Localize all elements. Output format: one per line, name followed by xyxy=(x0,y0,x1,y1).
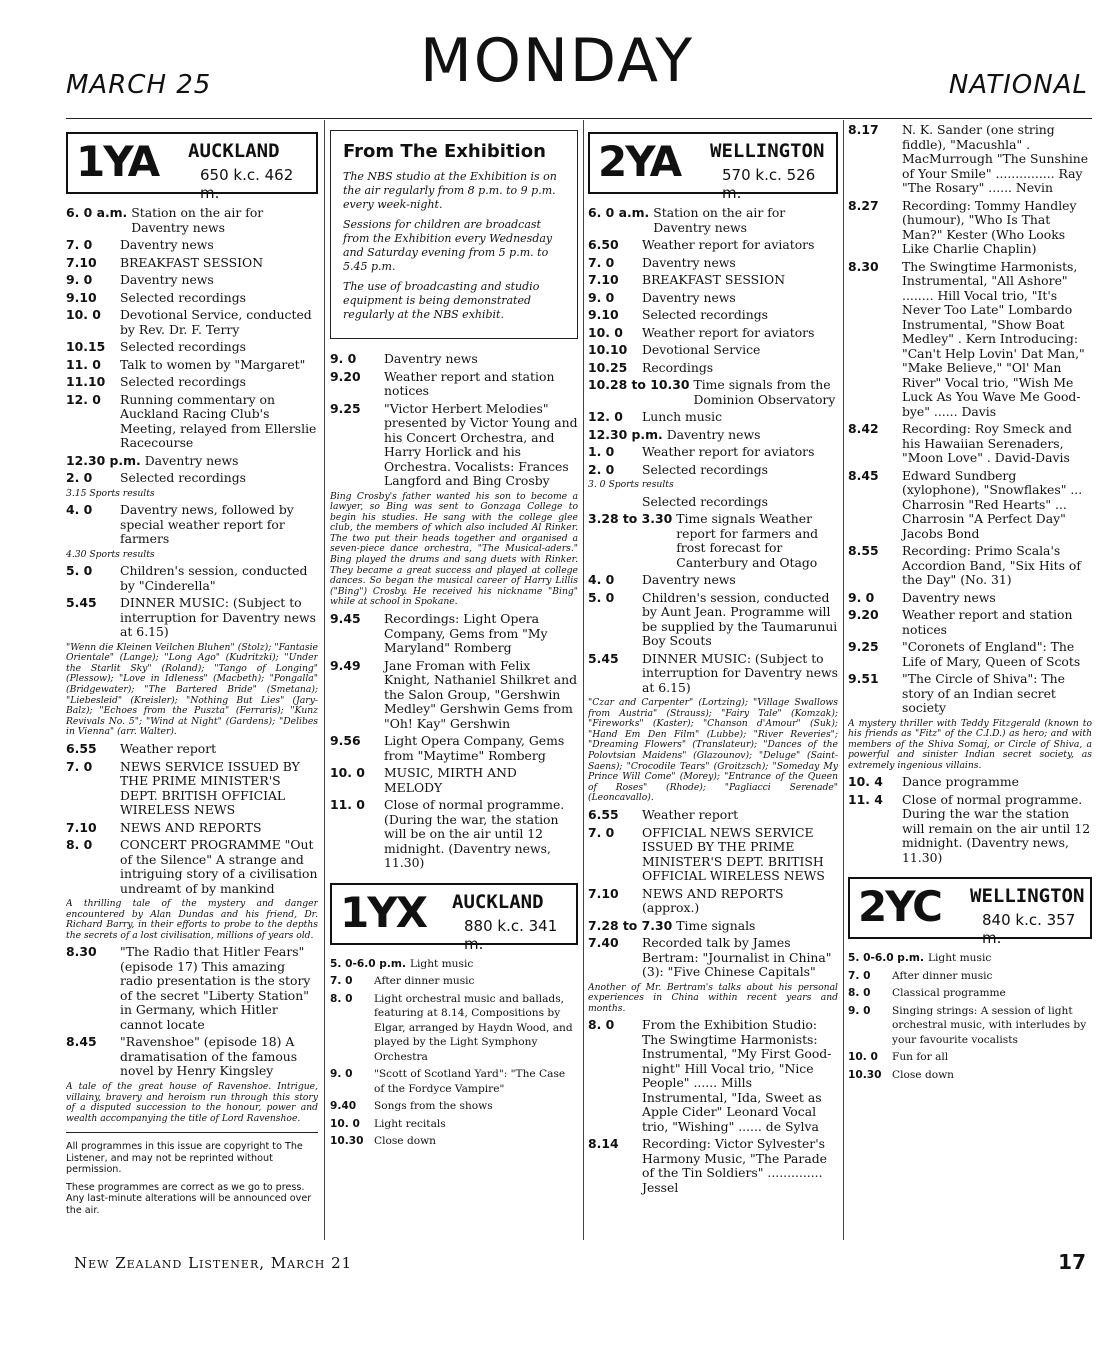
programme-entry xyxy=(330,957,578,972)
programme-time: 9.45 xyxy=(330,611,361,627)
programme-description: BREAKFAST SESSION xyxy=(120,254,264,270)
programme-time: 7. 0 xyxy=(848,969,871,982)
programme-entry xyxy=(848,1050,1092,1065)
programme-note: "Czar and Carpenter" (Lortzing); "Village Swallows from Austria" (Strauss); "Fairy Tale" (Komzak); "Fireworks" (Kaster); "Chanson d'Amour" (Suk); "Hand Em Den Film" (Lubbe); "River Reveries"; "Dreaming Flowers" (Translateur); "Dances of the Polovtsian Maidens" (Glazounov); "Deluge" (Saint-Saens); "Crocodile Tears" (Groitzsch); "Someday My Prince Will Come" (Morey); "Entrance of the Queen of Roses" (Rhode); "Pagliacci Serenade" (Leoncavallo). xyxy=(588,697,838,804)
programme-description: Dance programme xyxy=(902,774,1019,790)
programme-time: 5. 0-6.0 p.m. xyxy=(848,952,924,965)
programme-description: OFFICIAL NEWS SERVICE ISSUED BY THE PRIME MINISTER'S DEPT. BRITISH OFFICIAL WIRELESS NEWS xyxy=(642,824,825,884)
programme-description: Lunch music xyxy=(642,409,723,424)
programme-time: 7.40 xyxy=(588,935,619,951)
programme-description: Daventry news xyxy=(902,589,996,605)
programme-description: Time signals from the Dominion Observatory xyxy=(693,377,836,407)
programme-entry xyxy=(330,1134,578,1149)
programme-time xyxy=(588,495,642,510)
column-2ya-evening-2yc xyxy=(848,120,1092,1248)
programme-description: BREAKFAST SESSION xyxy=(642,272,786,287)
programme-description: Light orchestral music and ballads, featuring at 8.14, Compositions by Elgar, arranged by Haydn Wood, and played by the Light Symphony Orchestra xyxy=(374,992,573,1063)
column-divider xyxy=(843,120,844,1240)
programme-entry xyxy=(588,256,838,271)
programme-description: "Victor Herbert Melodies" presented by Victor Young and his Concert Orchestra, and Harry Horlick and his Orchestra. Vocalists: Frances Langford and Bing Crosby xyxy=(384,400,578,488)
footnote-alterations: These programmes are correct as we go to press. Any last-minute alterations will be announced over the air. xyxy=(66,1181,312,1216)
programme-entry xyxy=(848,260,1092,420)
programme-description: Songs from the shows xyxy=(374,1100,493,1113)
programme-entry xyxy=(66,742,318,757)
callsign: 2YA xyxy=(598,137,681,186)
station-city: WELLINGTON xyxy=(970,885,1085,908)
programme-entry xyxy=(848,469,1092,542)
station-city: WELLINGTON xyxy=(710,140,825,162)
station-frequency: 880 k.c. 341 m. xyxy=(464,916,558,953)
programme-description: "The Radio that Hitler Fears" (episode 17) This amazing radio presentation is the story of the secret "Liberty Station" in Germany, which Hitler cannot locate xyxy=(120,944,311,1032)
programme-entry xyxy=(588,445,838,460)
programme-description: Weather report for aviators xyxy=(642,237,815,252)
programme-time: 3.28 to 3.30 xyxy=(588,511,673,527)
programme-description: Weather report xyxy=(120,741,217,757)
programme-description: Devotional Service, conducted by Rev. Dr. F. Terry xyxy=(120,307,312,337)
programme-time: 9.20 xyxy=(330,368,361,384)
page-number: 17 xyxy=(1058,1250,1086,1274)
exhibition-box xyxy=(330,130,578,339)
programme-time: 8. 0 xyxy=(330,992,353,1005)
programme-time: 9.25 xyxy=(848,639,879,654)
programme-description: Close of normal programme. During the war the station will remain on the air until 12 midnight. (Daventry news, 11.30) xyxy=(902,791,1091,865)
programme-time: 10. 4 xyxy=(848,774,883,790)
exhibition-text: The NBS studio at the Exhibition is on the air regularly from 8 p.m. to 9 p.m. every week-night. xyxy=(343,170,557,211)
programme-time: 6.55 xyxy=(588,807,619,823)
programme-description: Daventry news xyxy=(120,272,214,287)
programme-description: Weather report and station notices xyxy=(384,368,555,398)
programme-entry xyxy=(848,544,1092,588)
programme-entry xyxy=(588,573,838,588)
programme-entry xyxy=(66,945,318,1032)
programme-description: DINNER MUSIC: (Subject to interruption for Daventry news at 6.15) xyxy=(642,650,838,695)
programme-entry xyxy=(588,206,838,235)
programme-description: Jane Froman with Felix Knight, Nathaniel Shilkret and the Salon Group, "Gershwin Medley" Gershwin Gems from "Oh! Kay" Gershwin xyxy=(384,657,578,731)
programme-entry xyxy=(848,672,1092,716)
programme-time: 5. 0 xyxy=(66,563,93,579)
programme-time: 2. 0 xyxy=(66,470,93,485)
programme-entry xyxy=(588,1137,838,1195)
station-logo-2yc xyxy=(848,877,1092,948)
exhibition-title: From The Exhibition xyxy=(343,141,546,162)
programme-entry xyxy=(588,343,838,358)
programme-entry xyxy=(66,471,318,486)
column-divider xyxy=(324,120,325,1240)
programme-time: 9.10 xyxy=(588,307,619,322)
programme-description: Light Opera Company, Gems from "Maytime" Romberg xyxy=(384,733,565,763)
programme-description: Daventry news, followed by special weather report for farmers xyxy=(120,502,294,547)
programme-time: 8.45 xyxy=(66,1034,97,1050)
programme-time: 10.28 to 10.30 xyxy=(588,377,690,392)
programme-time: 11. 0 xyxy=(330,797,365,813)
programme-time: 10. 0 xyxy=(330,765,365,781)
footnote-copyright: All programmes in this issue are copyright to The Listener, and may not be reprinted without permission. xyxy=(66,1141,303,1176)
programme-list xyxy=(66,206,318,1124)
programme-description: Close down xyxy=(374,1135,436,1148)
programme-description: Selected recordings xyxy=(120,339,246,354)
programme-time: 9. 0 xyxy=(588,289,615,305)
programme-time: 7.28 to 7.30 xyxy=(588,917,673,933)
programme-description: Daventry news xyxy=(384,351,478,366)
programme-time: 2. 0 xyxy=(588,461,615,477)
programme-entry xyxy=(588,808,838,823)
programme-time: 4. 0 xyxy=(588,572,615,588)
programme-description: Classical programme xyxy=(892,987,1006,1000)
programme-time: 1. 0 xyxy=(588,444,615,459)
callsign: 2YC xyxy=(858,882,941,932)
programme-description: Weather report and station notices xyxy=(902,607,1073,637)
programme-entry xyxy=(588,361,838,376)
programme-description: NEWS SERVICE ISSUED BY THE PRIME MINISTER'S DEPT. BRITISH OFFICIAL WIRELESS NEWS xyxy=(120,758,300,818)
programme-time: 8.45 xyxy=(848,467,879,483)
programme-time: 8.30 xyxy=(66,944,97,960)
programme-time: 5. 0 xyxy=(588,589,615,605)
programme-description: N. K. Sander (one string fiddle), "Macushla" . MacMurrough "The Sunshine of Your Smile" ............... Ray "The Rosary" ...... Nevin xyxy=(902,122,1089,195)
programme-description: From the Exhibition Studio: The Swingtime Harmonists: Instrumental, "My First Good-night" Hill Vocal trio, "Nice People" ...... Mills Instrumental, "Ida, Sweet as Apple Cider" Leonard Vocal trio, "Wishing" ...... de Sylva xyxy=(642,1017,832,1134)
programme-description: Light music xyxy=(409,957,474,970)
programme-time: 9.51 xyxy=(848,671,879,686)
programme-entry xyxy=(588,428,838,443)
programme-list xyxy=(588,206,838,1195)
programme-description: Station on the air for Daventry news xyxy=(653,205,786,235)
exhibition-text: Sessions for children are broadcast from the Exhibition every Wednesday and Saturday evening from 5 p.m. to 5.45 p.m. xyxy=(343,218,553,273)
programme-time: 8. 0 xyxy=(848,987,871,1000)
programme-time: 10.30 xyxy=(330,1135,364,1148)
programme-entry xyxy=(848,1068,1092,1083)
programme-entry xyxy=(66,238,318,253)
programme-note: 3.15 Sports results xyxy=(66,487,155,499)
programme-description: Weather report for aviators xyxy=(642,444,815,459)
programme-time: 11. 4 xyxy=(848,791,883,807)
programme-note: Another of Mr. Bertram's talks about his personal experiences in China within recent years and months. xyxy=(588,981,838,1014)
programme-description: Light music xyxy=(927,952,992,965)
programme-description: Recordings xyxy=(642,359,714,375)
programme-note: A thrilling tale of the mystery and danger encountered by Alan Dundas and his friend, Dr. Richard Barry, in their efforts to probe to the depths the secrets of a lost civilisation, millions of years old. xyxy=(66,898,318,941)
programme-time: 7. 0 xyxy=(330,975,353,988)
programme-entry xyxy=(848,951,1092,966)
programme-entry xyxy=(588,1018,838,1134)
page-day-title: MONDAY xyxy=(419,26,695,96)
programme-time: 7. 0 xyxy=(66,237,93,252)
programme-description: Time signals Weather report for farmers and frost forecast for Canterbury and Otago xyxy=(676,511,819,570)
column-divider xyxy=(583,120,584,1240)
programme-time: 10.10 xyxy=(588,342,628,357)
programme-time: 7. 0 xyxy=(588,824,615,840)
programme-entry xyxy=(848,640,1092,669)
station-logo-2ya xyxy=(588,132,838,202)
programme-entry xyxy=(588,919,838,934)
programme-time: 10.30 xyxy=(848,1068,882,1081)
programme-time: 8.17 xyxy=(848,122,879,137)
programme-entry xyxy=(330,974,578,989)
programme-entry xyxy=(330,766,578,795)
station-frequency: 570 k.c. 526 m. xyxy=(722,166,816,202)
station-logo-1yx xyxy=(330,883,578,953)
programme-description: Light recitals xyxy=(374,1117,446,1130)
programme-time: 6.55 xyxy=(66,741,97,757)
programme-entry xyxy=(588,378,838,407)
programme-entry xyxy=(588,495,838,510)
programme-entry xyxy=(588,887,838,916)
station-city: AUCKLAND xyxy=(188,140,280,162)
programme-entry xyxy=(66,375,318,390)
programme-entry xyxy=(330,992,578,1065)
programme-time: 9. 0 xyxy=(330,351,357,366)
callsign: 1YX xyxy=(340,887,427,937)
programme-description: "The Circle of Shiva": The story of an Indian secret society xyxy=(902,671,1065,715)
programme-time: 5.45 xyxy=(588,650,619,666)
programme-entry xyxy=(588,326,838,341)
programme-entry xyxy=(66,760,318,818)
programme-note: 3. 0 Sports results xyxy=(588,479,674,490)
station-city: AUCKLAND xyxy=(452,890,544,913)
programme-description: Fun for all xyxy=(892,1051,949,1064)
station-frequency: 650 k.c. 462 m. xyxy=(200,166,294,202)
programme-time: 8. 0 xyxy=(66,837,93,853)
programme-description: Recorded talk by James Bertram: "Journalist in China" (3): "Five Chinese Capitals" xyxy=(642,935,832,980)
programme-note: A mystery thriller with Teddy Fitzgerald (known to his friends as "Fitz" of the C.I.D.) as hero; and with members of the Shiva Somaj, or Circle of Shiva, a powerful and sinister Indian secret society, as extremely ingenious villains. xyxy=(848,717,1092,771)
programme-description: Daventry news xyxy=(144,452,239,468)
programme-entry xyxy=(66,393,318,451)
programme-entry xyxy=(848,986,1092,1001)
programme-description: Children's session, conducted by "Cinderella" xyxy=(120,563,308,593)
programme-entry xyxy=(66,308,318,337)
programme-description: Singing strings: A session of light orchestral music, with interludes by your favourite vocalists xyxy=(892,1004,1087,1046)
programme-entry xyxy=(588,410,838,425)
programme-time: 9.20 xyxy=(848,607,879,622)
programme-description: Daventry news xyxy=(642,289,736,305)
programme-entry xyxy=(66,340,318,355)
programme-entry xyxy=(588,463,838,478)
programme-description: "Scott of Scotland Yard": "The Case of the Fordyce Vampire" xyxy=(374,1068,566,1095)
programme-description: Daventry news xyxy=(642,254,736,270)
programme-note: 4.30 Sports results xyxy=(66,548,155,560)
programme-time: 4. 0 xyxy=(66,502,93,518)
programme-note: Bing Crosby's father wanted his son to become a lawyer, so Bing was sent to Gonzaga College to begin his studies. He sang with the college glee club, the members of which also included Al Rinker. The two put their heads together and organised a seven-piece dance orchestra, "The Musical-aders." Bing played the drums and sang duets with Rinker. They became a great success and played at college dances. So began the musical career of Harry Lillis ("Bing") Crosby. He received his nickname "Bing" while at school in Spokane. xyxy=(330,490,578,608)
station-logo-1ya xyxy=(66,132,318,202)
programme-entry xyxy=(330,612,578,656)
programme-time: 9. 0 xyxy=(848,1004,871,1017)
programme-entry xyxy=(66,358,318,373)
programme-note: A tale of the great house of Ravenshoe. Intrigue, villainy, bravery and heroism run through this story of a disputed succession to the honour, power and wealth accompanying the title of Lord Ravenshoe. xyxy=(66,1080,318,1124)
programme-time: 12.30 p.m. xyxy=(66,452,141,468)
programme-entry xyxy=(66,1035,318,1079)
network-label: NATIONAL xyxy=(948,70,1088,100)
programme-description: "Coronets of England": The Life of Mary, Queen of Scots xyxy=(902,639,1081,669)
callsign: 1YA xyxy=(76,137,159,186)
programme-time: 11.10 xyxy=(66,374,106,389)
programme-time: 8. 0 xyxy=(588,1017,615,1033)
programme-entry xyxy=(848,608,1092,637)
programme-time: 8.42 xyxy=(848,421,879,436)
programme-entry xyxy=(330,734,578,763)
programme-entry xyxy=(588,512,838,570)
copyright-notice xyxy=(66,1132,318,1216)
programme-description: Station on the air for Daventry news xyxy=(131,205,264,235)
page-date: MARCH 25 xyxy=(66,70,212,100)
programme-description: Talk to women by "Margaret" xyxy=(120,356,306,372)
programme-time: 10. 0 xyxy=(66,307,101,322)
programme-time: 9. 0 xyxy=(330,1068,353,1081)
programme-entry xyxy=(66,454,318,469)
programme-time: 9.25 xyxy=(330,400,361,416)
programme-description: MUSIC, MIRTH AND MELODY xyxy=(384,765,517,795)
programme-entry xyxy=(848,199,1092,257)
programme-time: 8.27 xyxy=(848,197,879,213)
programme-description: Daventry news xyxy=(666,426,761,442)
programme-entry xyxy=(66,503,318,547)
programme-entry xyxy=(588,591,838,649)
programme-description: After dinner music xyxy=(892,969,993,982)
programme-entry xyxy=(66,838,318,896)
programme-description: Selected recordings xyxy=(642,307,768,322)
programme-description: Selected recordings xyxy=(642,461,768,477)
programme-list xyxy=(848,123,1092,865)
programme-entry xyxy=(66,206,318,235)
programme-description: Daventry news xyxy=(642,572,736,588)
programme-entry xyxy=(588,936,838,980)
programme-entry xyxy=(588,291,838,306)
programme-time: 6. 0 a.m. xyxy=(66,205,128,220)
programme-entry xyxy=(330,1117,578,1132)
programme-time: 7. 0 xyxy=(66,758,93,774)
programme-entry xyxy=(330,659,578,732)
programme-time: 10.15 xyxy=(66,339,106,354)
programme-description: Selected recordings xyxy=(120,374,246,389)
programme-entry xyxy=(848,123,1092,196)
programme-description: Selected recordings xyxy=(120,470,246,485)
programme-entry xyxy=(588,273,838,288)
programme-entry xyxy=(66,273,318,288)
programme-entry xyxy=(330,1099,578,1114)
programme-entry xyxy=(588,652,838,696)
programme-list xyxy=(330,957,578,1149)
programme-description: Recording: Tommy Handley (humour), "Who Is That Man?" Kester (Who Looks Like Charlie Chaplin) xyxy=(902,197,1077,256)
programme-time: 7.10 xyxy=(588,885,619,901)
publication-footer: New Zealand Listener, March 21 xyxy=(74,1254,353,1272)
programme-description: Recording: Roy Smeck and his Hawaiian Serenaders, "Moon Love" . David-Davis xyxy=(902,421,1072,465)
programme-entry xyxy=(588,826,838,884)
programme-description: NEWS AND REPORTS (approx.) xyxy=(642,885,784,916)
programme-time: 7. 0 xyxy=(588,254,615,270)
programme-description: "Ravenshoe" (episode 18) A dramatisation of the famous novel by Henry Kingsley xyxy=(120,1034,298,1079)
programme-list xyxy=(330,352,578,871)
programme-entry xyxy=(848,1004,1092,1048)
programme-description: Close down xyxy=(892,1068,954,1081)
programme-time: 5.45 xyxy=(66,595,97,611)
programme-entry xyxy=(848,969,1092,984)
programme-description: Recordings: Light Opera Company, Gems from "My Maryland" Romberg xyxy=(384,611,548,656)
programme-entry xyxy=(848,793,1092,866)
programme-entry xyxy=(588,308,838,323)
programme-entry xyxy=(330,352,578,367)
programme-time: 7.10 xyxy=(66,254,97,270)
programme-description: Daventry news xyxy=(120,237,214,252)
programme-description: After dinner music xyxy=(374,975,475,988)
programme-entry xyxy=(848,591,1092,606)
programme-description: Recording: Primo Scala's Accordion Band, "Six Hits of the Day" (No. 31) xyxy=(902,543,1081,587)
programme-description: Running commentary on Auckland Racing Club's Meeting, relayed from Ellerslie Racecourse xyxy=(120,391,317,450)
programme-entry xyxy=(66,564,318,593)
programme-time: 9.56 xyxy=(330,733,361,749)
programme-time: 10.25 xyxy=(588,359,628,375)
programme-time: 7.10 xyxy=(66,819,97,835)
programme-description: Children's session, conducted by Aunt Jean. Programme will be supplied by the Taumarunui Boy Scouts xyxy=(642,589,838,649)
programme-time: 10. 0 xyxy=(330,1117,360,1130)
programme-description: Weather report xyxy=(642,807,739,823)
station-frequency: 840 k.c. 357 m. xyxy=(982,911,1076,948)
programme-entry xyxy=(848,775,1092,790)
programme-entry xyxy=(66,596,318,640)
programme-time: 10. 0 xyxy=(848,1051,878,1064)
programme-description: Weather report for aviators xyxy=(642,324,815,340)
programme-description: DINNER MUSIC: (Subject to interruption for Daventry news at 6.15) xyxy=(120,595,316,640)
programme-entry xyxy=(330,402,578,489)
programme-entry xyxy=(588,238,838,253)
programme-description: Edward Sundberg (xylophone), "Snowflakes" ... Charrosin "Red Hearts" ... Charrosin "A Perfect Day" Jacobs Bond xyxy=(902,467,1083,541)
programme-time: 11. 0 xyxy=(66,356,101,372)
programme-time: 5. 0-6.0 p.m. xyxy=(330,957,406,970)
programme-entry xyxy=(330,370,578,399)
programme-description: Time signals xyxy=(676,917,756,933)
programme-time: 10. 0 xyxy=(588,324,623,340)
programme-time: 9.40 xyxy=(330,1100,357,1113)
programme-time: 8.55 xyxy=(848,543,879,558)
programme-time: 8.30 xyxy=(848,258,879,274)
programme-entry xyxy=(66,821,318,836)
programme-time: 12. 0 xyxy=(66,391,101,407)
programme-description: Close of normal programme. (During the war, the station will be on the air until 12 midnight. (Daventry news, 11.30) xyxy=(384,797,565,871)
programme-entry xyxy=(848,422,1092,466)
column-2ya xyxy=(588,120,838,1248)
programme-description: Recording: Victor Sylvester's Harmony Music, "The Parade of the Tin Soldiers" .............. Jessel xyxy=(642,1136,828,1195)
programme-list xyxy=(848,951,1092,1082)
programme-time: 9. 0 xyxy=(848,589,875,605)
programme-description: Selected recordings xyxy=(642,493,768,509)
column-exhibition-1yx xyxy=(330,120,578,1248)
programme-description: CONCERT PROGRAMME "Out of the Silence" A strange and intriguing story of a civilisation undreamt of by mankind xyxy=(120,837,318,896)
header-rule xyxy=(66,118,1092,119)
programme-time: 6. 0 a.m. xyxy=(588,205,650,220)
programme-time: 7.10 xyxy=(588,272,619,287)
programme-entry xyxy=(330,1067,578,1096)
programme-time: 9.10 xyxy=(66,289,97,305)
programme-description: Devotional Service xyxy=(642,342,761,357)
programme-time: 8.14 xyxy=(588,1136,619,1152)
programme-entry xyxy=(66,256,318,271)
programme-time: 9.49 xyxy=(330,657,361,673)
programme-time: 12.30 p.m. xyxy=(588,426,663,442)
programme-description: NEWS AND REPORTS xyxy=(120,819,262,835)
programme-entry xyxy=(330,798,578,871)
column-1ya xyxy=(66,120,318,1248)
programme-entry xyxy=(66,291,318,306)
programme-description: The Swingtime Harmonists, Instrumental, "All Ashore" ........ Hill Vocal trio, "It's Never Too Late" Lombardo Instrumental, "Show Boat Medley" . Kern Introducing: "Can't Help Lovin' Dat Man," "Make Believe," "Ol' Man River" Vocal trio, "Wish Me Luck As You Wave Me Good-bye" ...... Davis xyxy=(902,258,1085,419)
programme-note: "Wenn die Kleinen Veilchen Bluhen" (Stolz); "Fantasie Orientale" (Lange); "Long Ago" (Kudritzki); "Under the Starlit Sky" (Roland); "Tango of Longing" (Plessow); "Love in Idleness" (Macbeth); "Pongalla" (Bridgewater); "The Bartered Bride" (Smetana); "Liebesleid" (Kreisler); "Nothing But Lies" (Jary-Balz); "Echoes from the Puszta" (Ferraris); "Kunz Revivals No. 5"; "Wind at Night" (Gardens); "Delibes in Vienna" (arr. Walter). xyxy=(66,641,318,738)
exhibition-text: The use of broadcasting and studio equipment is being demonstrated regularly at the NBS exhibit. xyxy=(343,280,540,321)
programme-time: 12. 0 xyxy=(588,409,623,424)
programme-time: 9. 0 xyxy=(66,272,93,287)
programme-time: 6.50 xyxy=(588,237,619,252)
programme-description: Selected recordings xyxy=(120,289,246,305)
